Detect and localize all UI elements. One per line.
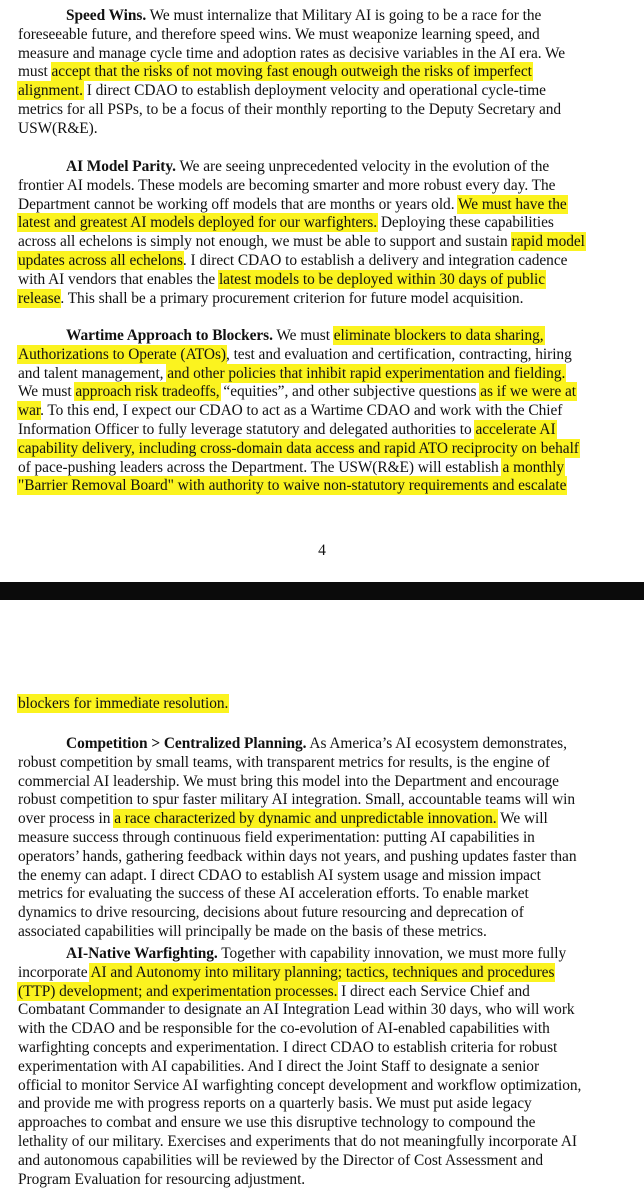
highlight: "Barrier Removal Board" with authority to waive non-statutory requirements and escalate — [18, 477, 567, 495]
paragraph-continuation — [18, 695, 628, 714]
highlight: accelerate AI — [475, 420, 556, 438]
highlight: approach risk tradeoffs, — [75, 383, 220, 401]
page-number: 4 — [318, 542, 326, 559]
highlight: a race characterized by dynamic and unpredictable innovation. — [114, 810, 497, 828]
highlight: (TTP) development; and experimentation processes. — [18, 982, 338, 1000]
highlight: accept that the risks of not moving fast enough outweigh the risks of imperfect — [51, 63, 532, 81]
highlight: war — [18, 402, 41, 420]
page-divider — [0, 582, 644, 600]
highlight: release — [18, 289, 61, 307]
paragraph-ai-native-warfighting: AI-Native Warfighting. Together with capability innovation, we must more fully incorporate AI and Autonomy into military planning; tactics, techniques and procedures (TTP) development; and experimentation processes. I direct each Service Chief and Combatant Commander to designate an AI Integration Lead within 30 days, who will work with the CDAO and be responsible for the co-evolution of AI-enabled capabilities with warfighting concepts and experimentation. I direct CDAO to establish criteria for robust experimentation with AI capabilities. And I direct the Joint Staff to designate a senior official to monitor Service AI warfighting concept development and workflow optimization, and provide me with progress reports on a quarterly basis. We must put aside legacy approaches to combat and ensure we use this disruptive technology to compound the lethality of our military. Exercises and experiments that do not meaningfully incorporate AI and autonomous capabilities will be reviewed by the Director of Cost Assessment and Program Evaluation for resourcing adjustment. — [18, 945, 582, 1188]
highlight: alignment. — [18, 82, 83, 100]
document-page-1 — [0, 0, 644, 582]
highlight: a monthly — [502, 458, 565, 476]
paragraph-heading: Competition > Centralized Planning. — [66, 735, 307, 752]
paragraph-ai-model-parity: AI Model Parity. We are seeing unprecedented velocity in the evolution of the frontier AI models. These models are becoming smarter and more robust every day. The Department cannot be working off models that are months or years old. We must have the latest and greatest AI models deployed for our warfighters. Deploying these capabilities across all echelons is simply not enough, we must be able to support and sustain rapid model updates across all echelons. I direct CDAO to establish a delivery and integration cadence with AI vendors that enables the latest models to be deployed within 30 days of public release. This shall be a primary procurement criterion for future model acquisition. — [18, 158, 585, 307]
paragraph-heading: AI-Native Warfighting. — [66, 945, 218, 962]
highlight: We must have the — [458, 195, 567, 213]
paragraph-speed-wins: Speed Wins. We must internalize that Military AI is going to be a race for the foreseeable future, and therefore speed wins. We must weaponize learning speed, and measure and manage cycle time and adoption rates as decisive variables in the AI era. We must accept that the risks of not moving fast enough outweigh the risks of imperfect alignment. I direct CDAO to establish deployment velocity and operational cycle-time metrics for all PSPs, to be a focus of their monthly reporting to the Deputy Secretary and USW(R&E). — [18, 7, 566, 137]
highlight: latest and greatest AI models deployed for our warfighters. — [18, 214, 378, 232]
paragraph-competition: Competition > Centralized Planning. As America’s AI ecosystem demonstrates, robust competition by small teams, with transparent metrics for results, is the engine of commercial AI leadership. We must bring this model into the Department and encourage robust competition to spur faster military AI integration. Small, accountable teams will win over process in a race characterized by dynamic and unpredictable innovation. We will measure success through continuous field experimentation: putting AI capabilities in operators’ hands, gathering feedback within days not years, and pushing updates faster than the enemy can adapt. I direct CDAO to establish AI system usage and mission impact metrics for evaluating the success of these AI acceleration efforts. To enable market dynamics to drive resourcing, decisions about future resourcing and deprecation of associated capabilities will principally be made on the basis of these metrics. — [18, 735, 577, 940]
paragraph-heading: Wartime Approach to Blockers. — [66, 327, 273, 344]
highlight: rapid model — [511, 233, 585, 251]
document-page-2 — [0, 600, 644, 1200]
highlight: blockers for immediate resolution. — [18, 695, 229, 712]
highlight: updates across all echelons — [18, 251, 183, 269]
highlight: Authorizations to Operate (ATOs) — [18, 345, 226, 363]
highlight: and other policies that inhibit rapid experimentation and fielding. — [167, 364, 566, 382]
highlight: latest models to be deployed within 30 days of public — [218, 270, 546, 288]
highlight: as if we were at — [480, 383, 577, 401]
paragraph-heading: Speed Wins. — [66, 7, 147, 24]
paragraph-wartime-approach: Wartime Approach to Blockers. We must eliminate blockers to data sharing, Authorizations to Operate (ATOs), test and evaluation and certification, contracting, hiring and talent management, and other policies that inhibit rapid experimentation and fielding. We must approach risk tradeoffs, “equities”, and other subjective questions as if we were at war. To this end, I expect our CDAO to act as a Wartime CDAO and work with the Chief Information Officer to fully leverage statutory and delegated authorities to accelerate AI capability delivery, including cross-domain data access and rapid ATO reciprocity on behalf of pace-pushing leaders across the Department. The USW(R&E) will establish a monthly "Barrier Removal Board" with authority to waive non-statutory requirements and escalate — [18, 327, 579, 495]
highlight: AI and Autonomy into military planning; tactics, techniques and procedures — [90, 963, 555, 981]
paragraph-heading: AI Model Parity. — [66, 158, 176, 175]
highlight: capability delivery, including cross-domain data access and rapid ATO reciprocity on behalf — [18, 439, 579, 457]
highlight: eliminate blockers to data sharing, — [333, 327, 544, 344]
